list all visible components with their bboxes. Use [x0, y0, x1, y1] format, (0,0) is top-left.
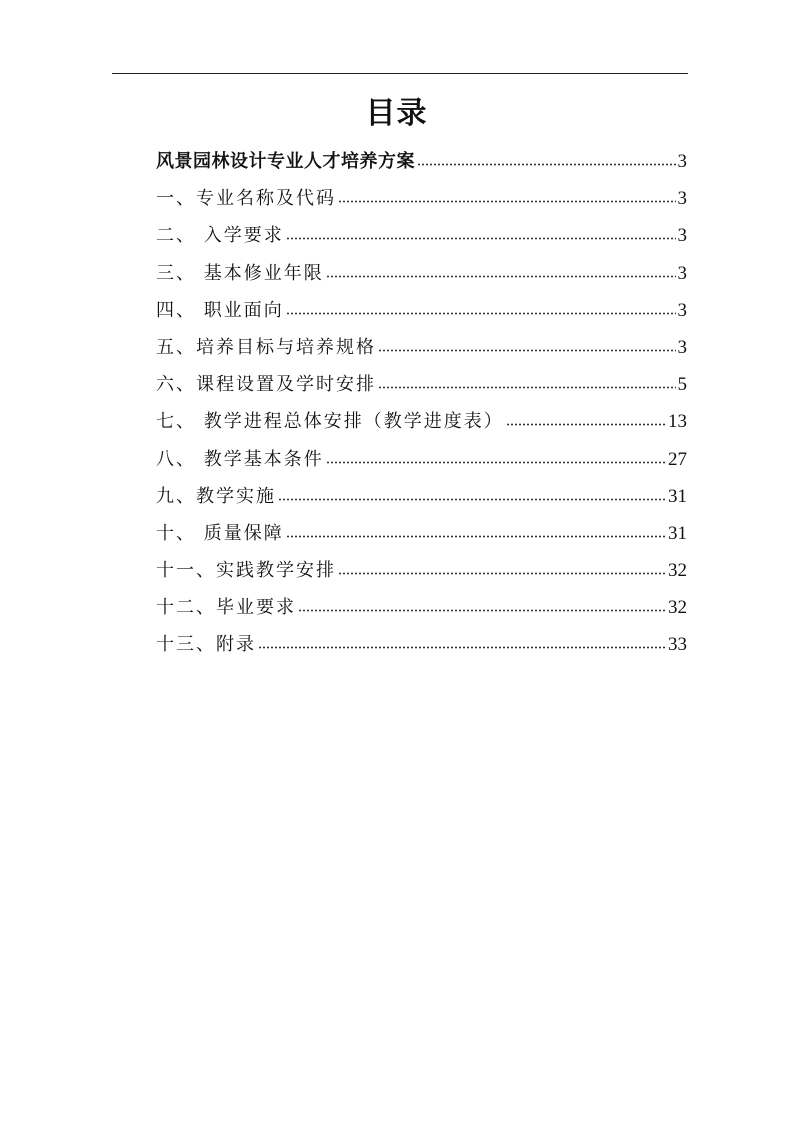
toc-entry-label: 一、专业名称及代码 [156, 188, 336, 210]
toc-entry-label: 十、 质量保障 [156, 522, 284, 544]
toc-entry-page-number: 5 [677, 374, 687, 396]
toc-entry-label: 四、 职业面向 [156, 299, 284, 321]
toc-entry[interactable] [156, 255, 687, 292]
toc-entry-page-number: 27 [668, 448, 687, 470]
toc-entry-page-number: 32 [668, 560, 687, 582]
toc-entry-page-number: 3 [677, 299, 687, 321]
toc-dot-leader [338, 565, 666, 575]
toc-entry-label: 九、教学实施 [156, 485, 276, 507]
toc-entry-page-number: 31 [668, 485, 687, 507]
toc-entry-page-number: 3 [677, 188, 687, 210]
toc-entry[interactable] [156, 292, 687, 329]
toc-title: 目录 [365, 96, 428, 131]
toc-entry-label: 二、 入学要求 [156, 225, 284, 247]
toc-dot-leader [338, 193, 676, 203]
toc-dot-leader [326, 454, 666, 464]
toc-entry-label: 七、 教学进程总体安排（教学进度表） [156, 411, 504, 433]
toc-entry[interactable] [156, 515, 687, 552]
toc-dot-leader [286, 230, 676, 240]
toc-entry-label: 五、培养目标与培养规格 [156, 336, 376, 358]
toc-dot-leader [258, 639, 666, 649]
toc-entry[interactable] [156, 403, 687, 440]
toc-entry[interactable] [156, 217, 687, 254]
toc-entry[interactable] [156, 478, 687, 515]
toc-entry[interactable] [156, 589, 687, 626]
toc-dot-leader [286, 305, 676, 315]
toc-entry-page-number: 3 [677, 225, 687, 247]
toc-dot-leader [506, 416, 666, 426]
header-rule [112, 73, 688, 74]
toc-entry[interactable] [156, 366, 687, 403]
toc-dot-leader [298, 602, 666, 612]
toc-entry[interactable] [156, 441, 687, 478]
toc-entry-page-number: 31 [668, 522, 687, 544]
toc-entry[interactable] [156, 180, 687, 217]
toc-entry[interactable] [156, 329, 687, 366]
toc-entry-label: 十二、毕业要求 [156, 597, 296, 619]
toc-entry-page-number: 33 [668, 634, 687, 656]
toc-entry-label: 八、 教学基本条件 [156, 448, 324, 470]
toc-dot-leader [378, 342, 676, 352]
toc-dot-leader [286, 528, 666, 538]
toc-dot-leader [278, 491, 666, 501]
toc-dot-leader [417, 156, 676, 166]
toc-entry-page-number: 32 [668, 597, 687, 619]
table-of-contents [156, 143, 687, 664]
toc-entry[interactable] [156, 143, 687, 180]
toc-entry-page-number: 3 [677, 262, 687, 284]
toc-entry-label: 风景园林设计专业人才培养方案 [156, 151, 415, 172]
toc-entry-label: 三、 基本修业年限 [156, 262, 324, 284]
toc-entry[interactable] [156, 626, 687, 663]
toc-entry-page-number: 13 [668, 411, 687, 433]
toc-entry-page-number: 3 [677, 151, 687, 172]
toc-entry-page-number: 3 [677, 336, 687, 358]
toc-entry[interactable] [156, 552, 687, 589]
toc-entry-label: 十一、实践教学安排 [156, 560, 336, 582]
toc-dot-leader [326, 268, 676, 278]
toc-dot-leader [378, 379, 676, 389]
toc-entry-label: 六、课程设置及学时安排 [156, 374, 376, 396]
toc-entry-label: 十三、附录 [156, 634, 256, 656]
